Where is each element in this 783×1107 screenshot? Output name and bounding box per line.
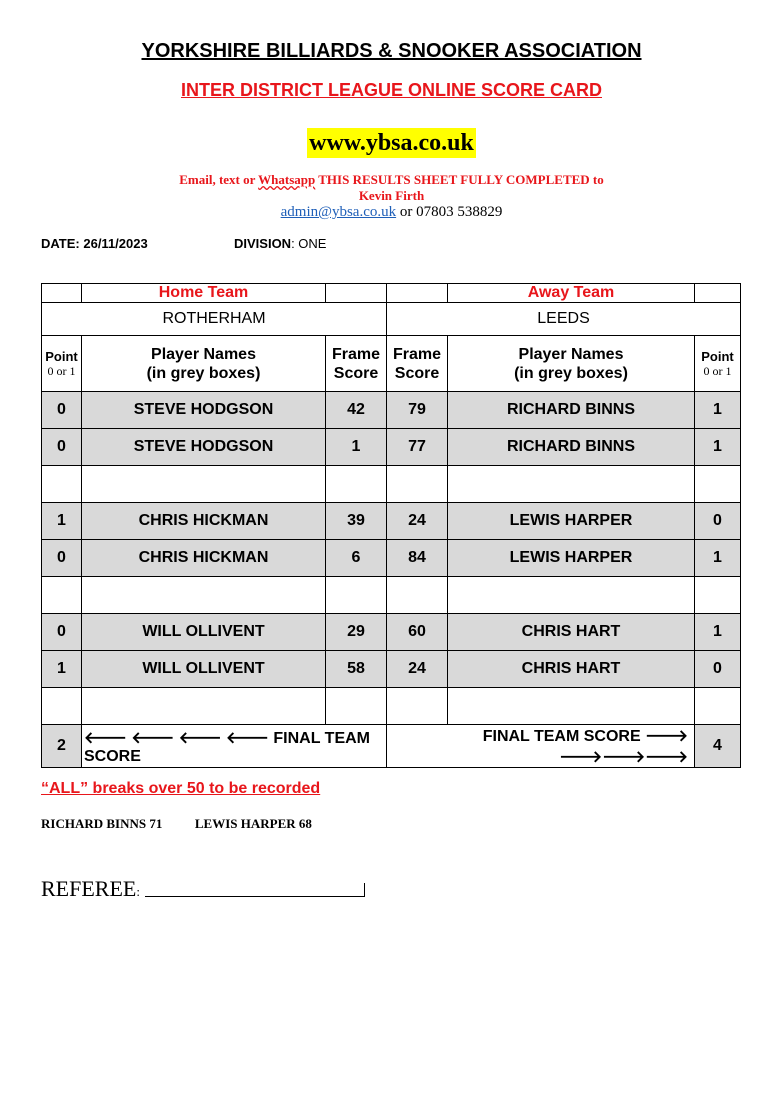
- away-frame-score-cell[interactable]: 79: [387, 392, 448, 429]
- division-label: DIVISION: [234, 236, 292, 251]
- instruction-text-2: THIS RESULTS SHEET FULLY COMPLETED to: [315, 172, 604, 187]
- home-point-cell[interactable]: [42, 466, 82, 503]
- away-point-header: Point 0 or 1: [695, 336, 741, 392]
- home-point-cell[interactable]: 1: [42, 503, 82, 540]
- away-player-cell[interactable]: [448, 466, 695, 503]
- home-frame-score-cell[interactable]: [326, 466, 387, 503]
- break-entry: LEWIS HARPER 68: [194, 816, 312, 831]
- away-frame-score-cell[interactable]: 24: [387, 503, 448, 540]
- home-names-header: Player Names (in grey boxes): [82, 336, 326, 392]
- away-final-label: FINAL TEAM SCORE 🡒 🡒🡒🡒: [387, 725, 695, 768]
- email-link[interactable]: admin@ybsa.co.uk: [280, 204, 397, 220]
- away-frame-score-cell[interactable]: 24: [387, 651, 448, 688]
- frame-row: [42, 503, 741, 540]
- home-team-label: Home Team: [82, 284, 326, 303]
- page-subtitle: INTER DISTRICT LEAGUE ONLINE SCORE CARD: [180, 80, 602, 100]
- away-player-cell[interactable]: CHRIS HART: [448, 614, 695, 651]
- contact-line: [0, 204, 783, 221]
- referee-label: REFEREE:: [41, 876, 140, 901]
- team-label-row: [42, 284, 741, 303]
- away-player-cell[interactable]: LEWIS HARPER: [448, 503, 695, 540]
- frame-row: [42, 540, 741, 577]
- away-point-cell[interactable]: 1: [695, 614, 741, 651]
- home-frame-score-cell[interactable]: 6: [326, 540, 387, 577]
- away-frame-score-cell[interactable]: 60: [387, 614, 448, 651]
- breaks-note: “ALL” breaks over 50 to be recorded: [41, 780, 321, 797]
- away-player-cell[interactable]: RICHARD BINNS: [448, 392, 695, 429]
- home-team-name: ROTHERHAM: [42, 303, 387, 336]
- home-frame-score-cell[interactable]: 1: [326, 429, 387, 466]
- home-point-cell[interactable]: 0: [42, 392, 82, 429]
- home-player-cell[interactable]: WILL OLLIVENT: [82, 614, 326, 651]
- website-wrapper: [0, 128, 783, 158]
- home-frame-score-cell[interactable]: [326, 577, 387, 614]
- home-player-cell[interactable]: STEVE HODGSON: [82, 392, 326, 429]
- division-value: : ONE: [291, 236, 327, 251]
- away-player-cell[interactable]: [448, 688, 695, 725]
- away-player-cell[interactable]: [448, 577, 695, 614]
- break-entry: RICHARD BINNS 71: [41, 816, 163, 831]
- home-player-cell[interactable]: [82, 577, 326, 614]
- home-frame-score-header: Frame Score: [326, 336, 387, 392]
- home-frame-score-cell[interactable]: 58: [326, 651, 387, 688]
- home-player-cell[interactable]: CHRIS HICKMAN: [82, 503, 326, 540]
- instruction-whatsapp: Whatsapp: [258, 172, 316, 187]
- away-frame-score-cell[interactable]: 77: [387, 429, 448, 466]
- home-player-cell[interactable]: WILL OLLIVENT: [82, 651, 326, 688]
- home-player-cell[interactable]: [82, 688, 326, 725]
- home-point-cell[interactable]: 0: [42, 429, 82, 466]
- home-frame-score-cell[interactable]: 42: [326, 392, 387, 429]
- away-point-cell[interactable]: 1: [695, 392, 741, 429]
- home-point-cell[interactable]: 1: [42, 651, 82, 688]
- frame-row: [42, 577, 741, 614]
- away-names-header: Player Names (in grey boxes): [448, 336, 695, 392]
- referee-signature-line[interactable]: [145, 896, 365, 897]
- home-frame-score-cell[interactable]: 29: [326, 614, 387, 651]
- home-frame-score-cell[interactable]: 39: [326, 503, 387, 540]
- website-link[interactable]: www.ybsa.co.uk: [309, 130, 474, 156]
- away-point-cell[interactable]: [695, 688, 741, 725]
- home-point-cell[interactable]: [42, 688, 82, 725]
- away-point-cell[interactable]: 0: [695, 651, 741, 688]
- home-point-cell[interactable]: 0: [42, 614, 82, 651]
- away-point-cell[interactable]: [695, 577, 741, 614]
- division-field: [234, 236, 326, 251]
- frame-row: [42, 429, 741, 466]
- home-frame-score-cell[interactable]: [326, 688, 387, 725]
- submission-instructions: [0, 172, 783, 204]
- away-team-label: Away Team: [448, 284, 695, 303]
- frame-row: [42, 651, 741, 688]
- away-point-cell[interactable]: [695, 466, 741, 503]
- away-player-cell[interactable]: RICHARD BINNS: [448, 429, 695, 466]
- score-card-table: [41, 283, 741, 768]
- home-final-score[interactable]: 2: [42, 725, 82, 768]
- referee-line-end: [364, 883, 365, 897]
- column-header-row: [42, 336, 741, 392]
- page-title: YORKSHIRE BILLIARDS & SNOOKER ASSOCIATION: [141, 40, 642, 62]
- away-frame-score-cell[interactable]: [387, 466, 448, 503]
- away-frame-score-header: Frame Score: [387, 336, 448, 392]
- final-score-row: [42, 725, 741, 768]
- home-player-cell[interactable]: CHRIS HICKMAN: [82, 540, 326, 577]
- home-point-cell[interactable]: 0: [42, 540, 82, 577]
- team-name-row: [42, 303, 741, 336]
- home-point-header: Point 0 or 1: [42, 336, 82, 392]
- away-final-score[interactable]: 4: [695, 725, 741, 768]
- away-point-cell[interactable]: 1: [695, 429, 741, 466]
- away-point-cell[interactable]: 1: [695, 540, 741, 577]
- frame-row: [42, 466, 741, 503]
- home-point-cell[interactable]: [42, 577, 82, 614]
- recorded-breaks: [41, 816, 312, 832]
- home-player-cell[interactable]: STEVE HODGSON: [82, 429, 326, 466]
- frame-row: [42, 688, 741, 725]
- date-field: DATE: 26/11/2023: [41, 236, 148, 251]
- phone-text: or 07803 538829: [396, 204, 503, 220]
- home-player-cell[interactable]: [82, 466, 326, 503]
- instruction-text-1: Email, text or: [179, 172, 259, 187]
- home-final-label: 🡐 🡐 🡐 🡐 FINAL TEAM SCORE: [82, 725, 387, 768]
- away-player-cell[interactable]: LEWIS HARPER: [448, 540, 695, 577]
- instruction-name: Kevin Firth: [358, 188, 425, 203]
- away-frame-score-cell[interactable]: [387, 688, 448, 725]
- away-team-name: LEEDS: [387, 303, 741, 336]
- away-player-cell[interactable]: CHRIS HART: [448, 651, 695, 688]
- away-frame-score-cell[interactable]: 84: [387, 540, 448, 577]
- frame-row: [42, 392, 741, 429]
- away-frame-score-cell[interactable]: [387, 577, 448, 614]
- frame-row: [42, 614, 741, 651]
- away-point-cell[interactable]: 0: [695, 503, 741, 540]
